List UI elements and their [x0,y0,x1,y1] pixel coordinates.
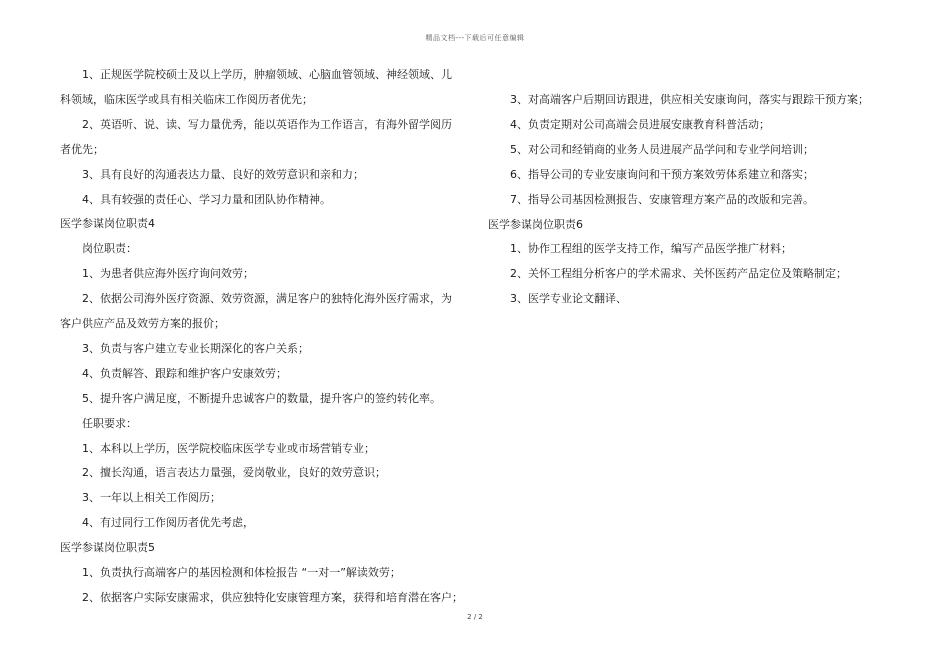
page-number: 2 / 2 [467,613,483,621]
text-line: 2、依据公司海外医疗资源、效劳资源，满足客户的独特化海外医疗需求，为 [82,292,452,306]
text-line: 3、负责与客户建立专业长期深化的客户关系； [82,341,309,355]
text-line: 2、依据客户实际安康需求，供应独特化安康管理方案，获得和培育潜在客户； [82,590,463,604]
text-line: 1、本科以上学历，医学院校临床医学专业或市场营销专业； [82,441,375,455]
text-line: 1、协作工程组的医学支持工作，编写产品医学推广材料； [510,242,792,256]
text-line: 6、指导公司的专业安康询问和干预方案效劳体系建立和落实； [510,167,814,181]
text-line: 3、医学专业论文翻译、 [510,292,627,306]
text-line: 2、关怀工程组分析客户的学术需求、关怀医药产品定位及策略制定； [510,267,847,281]
text-line: 2、英语听、说、读、写力量优秀，能以英语作为工作语言，有海外留学阅历 [82,117,452,131]
section-heading: 医学参谋岗位职责6 [488,217,583,231]
text-line: 7、指导公司基因检测报告、安康管理方案产品的改版和完善。 [510,192,814,206]
text-line: 4、有过同行工作阅历者优先考虑， [82,516,254,530]
text-line: 3、一年以上相关工作阅历； [82,491,221,505]
text-line: 者优先； [60,142,104,156]
section-heading: 医学参谋岗位职责5 [60,541,155,555]
text-line: 3、具有良好的沟通表达力量、良好的效劳意识和亲和力； [82,167,364,181]
text-line: 5、提升客户满足度，不断提升忠诚客户的数量，提升客户的签约转化率。 [82,391,441,405]
text-line: 4、负责解答、跟踪和维护客户安康效劳； [82,366,287,380]
text-line: 1、负责执行高端客户的基因检测和体检报告 “一对一”解读效劳； [82,566,401,579]
text-line: 科领域，临床医学或具有相关临床工作阅历者优先； [60,92,313,106]
page-header: 精品文档---下载后可任意编辑 [425,34,525,42]
text-line: 1、为患者供应海外医疗询问效劳； [82,267,254,281]
text-line: 任职要求： [82,416,137,430]
text-line: 2、擅长沟通，语言表达力量强，爱岗敬业，良好的效劳意识； [82,466,386,480]
text-line: 1、正规医学院校硕士及以上学历，肿瘤领域、心脑血管领域、神经领域、儿 [82,68,452,81]
text-line: 4、负责定期对公司高端会员进展安康教育科普活动； [510,117,770,131]
text-line: 客户供应产品及效劳方案的报价； [60,317,225,330]
section-heading: 医学参谋岗位职责4 [60,217,155,231]
text-line: 4、具有较强的责任心、学习力量和团队协作精神。 [82,192,331,206]
text-line: 3、对高端客户后期回访跟进，供应相关安康询问，落实与跟踪干预方案； [510,93,869,106]
text-line: 5、对公司和经销商的业务人员进展产品学问和专业学问培训； [510,142,814,156]
text-line: 岗位职责： [82,242,137,256]
